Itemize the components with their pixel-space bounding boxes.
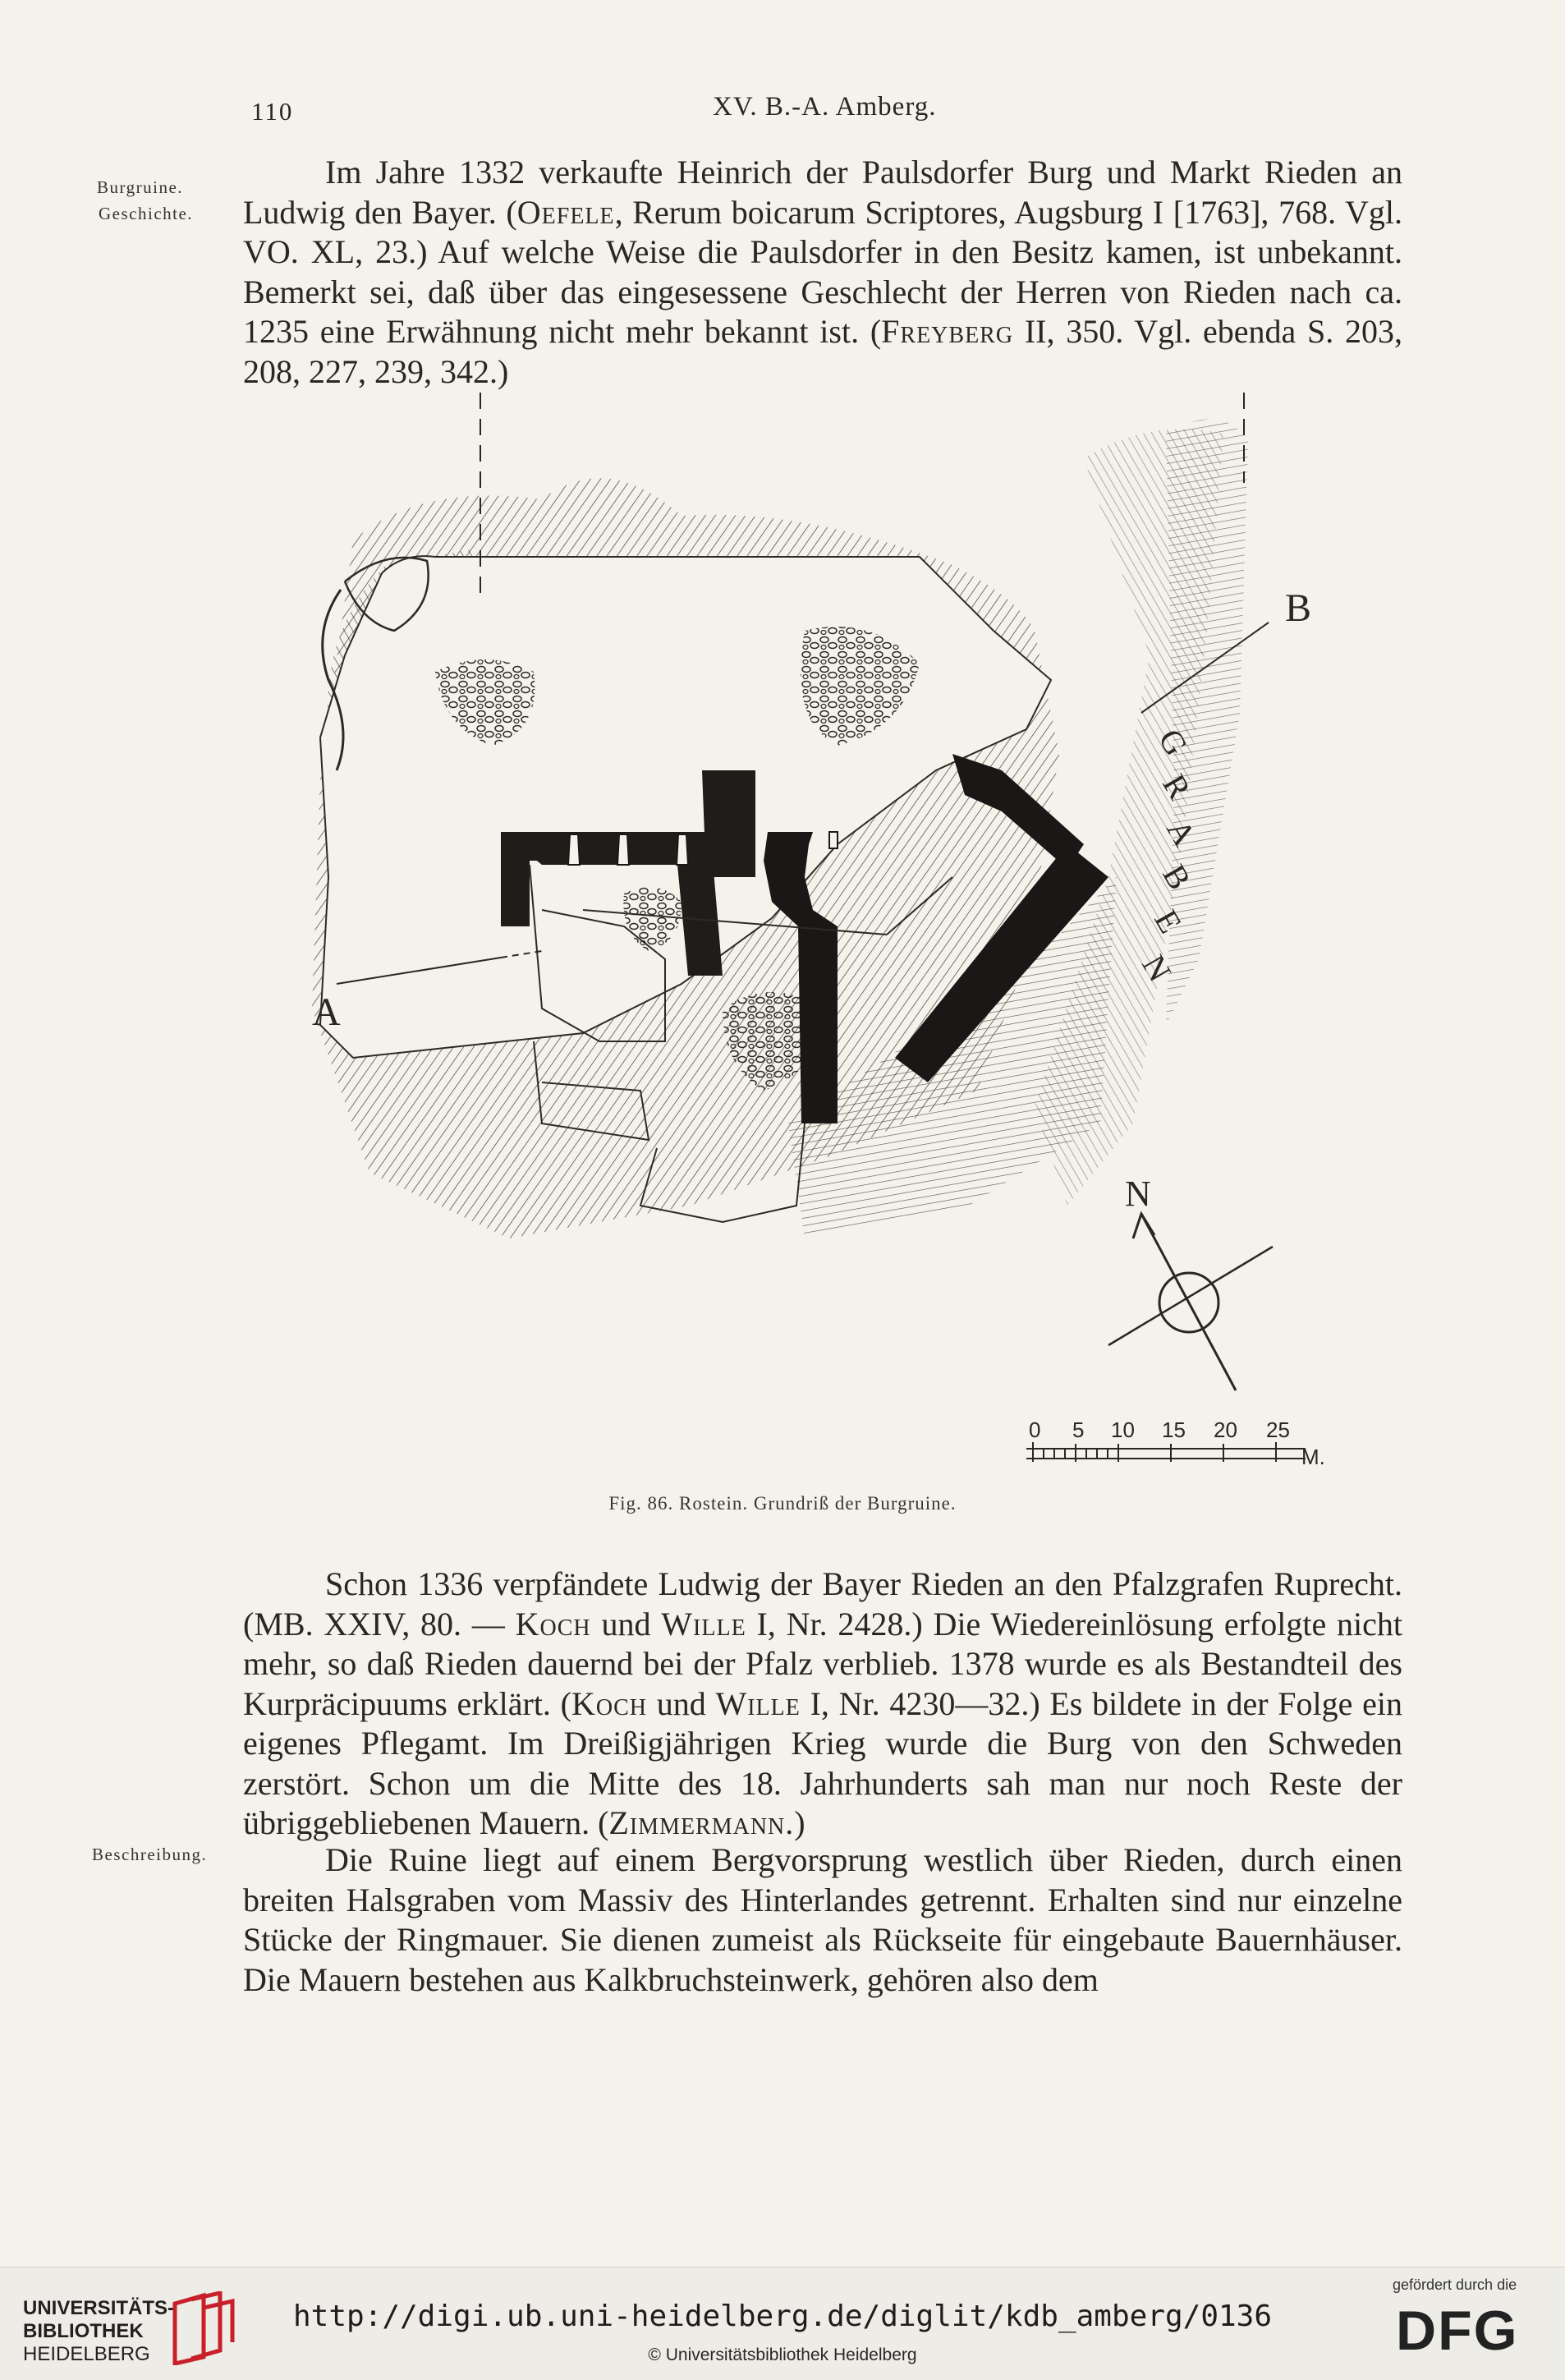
author-koch: Koch xyxy=(571,1684,647,1722)
paragraph-description xyxy=(243,1840,1402,2000)
text-run: II, 350. Vgl. ebenda S. 203, 208, 227, 239, 342.) xyxy=(243,313,1402,390)
text-run: und xyxy=(590,1605,662,1643)
text-run: ) xyxy=(794,1804,805,1841)
graben-letter: E xyxy=(1147,903,1190,940)
castle-ruin-plan-figure xyxy=(296,384,1363,1501)
running-title: XV. B.-A. Amberg. xyxy=(713,92,937,122)
graben-letter: N xyxy=(1135,949,1179,988)
description-text: Die Ruine liegt auf einem Bergvorsprung westlich über Rieden, durch einen breiten Halsgraben vom Massiv des Hinterlandes getrennt. Erhalten sind nur einzelne Stücke der Ringmauer. Sie dienen zumeist als Rückseite für eingebaute Bauernhäuser. Die Mauern bestehen aus Kalkbruchsteinwerk, gehören also dem xyxy=(243,1841,1402,1998)
label-a: A xyxy=(312,990,341,1034)
text-run: I, Nr. 2428.) Die Wiedereinlösung erfolgte nicht mehr, so daß Rieden dauernd bei der Pfalz verblieb. 1378 wurde es als Bestandteil des Kurpräcipuums erklärt. ( xyxy=(243,1605,1403,1722)
text-run: Schon 1336 verpfändete Ludwig der Bayer Rieden an den Pfalzgrafen Ruprecht. (MB. XXIV, 80. — xyxy=(243,1565,1402,1643)
graben-letter: R xyxy=(1155,768,1199,806)
scale-tick-label: 20 xyxy=(1214,1417,1237,1442)
text-run: Im Jahre 1332 verkaufte Heinrich der Paulsdorfer Burg und Markt Rieden an Ludwig den Bayer. ( xyxy=(243,154,1402,231)
label-b: B xyxy=(1285,586,1312,630)
graben-letter: A xyxy=(1159,813,1204,852)
paragraph-pledge xyxy=(243,1564,1402,1844)
figure-caption: Fig. 86. Rostein. Grundriß der Burgruine. xyxy=(608,1493,957,1514)
scale-tick-label: 10 xyxy=(1111,1417,1135,1442)
author-wille: Wille xyxy=(715,1684,801,1722)
library-name-line: UNIVERSITÄTS- xyxy=(23,2297,175,2319)
scale-bar xyxy=(1026,1417,1325,1469)
scale-unit-label: M. xyxy=(1301,1445,1325,1469)
graben-letter: B xyxy=(1155,858,1199,896)
north-arrow xyxy=(1108,1174,1273,1390)
author-koch: Koch xyxy=(515,1605,591,1643)
author-zimmermann: Zimmermann. xyxy=(608,1804,795,1841)
scale-tick-label: 0 xyxy=(1029,1417,1041,1442)
paragraph-history xyxy=(243,153,1402,392)
margin-note-beschreibung: Beschreibung. xyxy=(92,1845,208,1864)
library-name-line: BIBLIOTHEK xyxy=(23,2320,144,2342)
graben-letter: G xyxy=(1151,723,1196,762)
author-wille: Wille xyxy=(661,1605,746,1643)
scale-tick-label: 15 xyxy=(1162,1417,1186,1442)
text-run: und xyxy=(647,1684,716,1722)
north-label: N xyxy=(1125,1174,1151,1214)
scale-tick-label: 5 xyxy=(1072,1417,1085,1442)
funding-label: gefördert durch die xyxy=(1393,2277,1517,2293)
dfg-logo: DFG xyxy=(1396,2300,1519,2362)
library-name-line: HEIDELBERG xyxy=(23,2343,150,2365)
permalink-url[interactable]: http://digi.ub.uni-heidelberg.de/diglit/kdb_amberg/0136 xyxy=(292,2300,1273,2333)
margin-note-burgruine: Burgruine. xyxy=(97,177,184,197)
author-oefele: Oefele xyxy=(516,193,615,231)
text-run: I, Nr. 4230—32.) Es bildete in der Folge ein eigenes Pflegamt. Im Dreißigjährigen Krieg wurde die Burg von den Schweden zerstört. Schon um die Mitte des 18. Jahrhunderts sah man nur noch Reste der übriggebliebenen Mauern. ( xyxy=(243,1684,1403,1841)
page-number: 110 xyxy=(251,97,294,126)
author-freyberg: Freyberg xyxy=(881,313,1014,350)
scale-tick-label: 25 xyxy=(1266,1417,1290,1442)
margin-note-geschichte: Geschichte. xyxy=(99,204,194,223)
copyright-notice: © Universitätsbibliothek Heidelberg xyxy=(648,2346,917,2364)
text-run: , Rerum boicarum Scriptores, Augsburg I [1763], 768. Vgl. VO. XL, 23.) Auf welche Weise die Paulsdorfer in den Besitz kamen, ist unbekannt. Bemerkt sei, daß über das eingesessene Geschlecht der Herren von Rieden nach ca. 1235 eine Erwähnung nicht mehr bekannt ist. ( xyxy=(243,193,1402,350)
